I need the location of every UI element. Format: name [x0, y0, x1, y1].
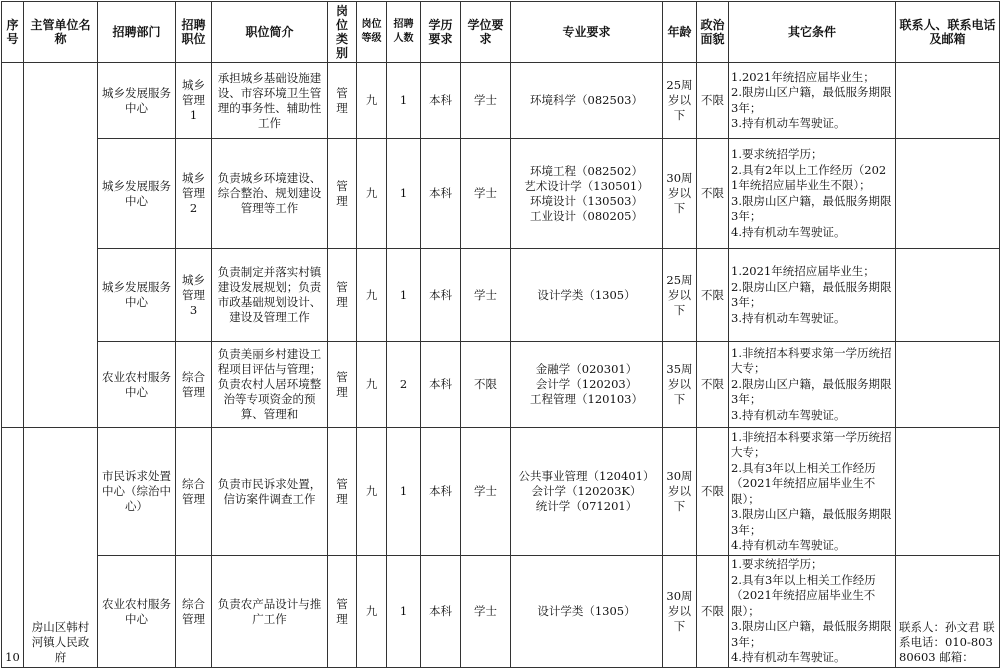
header-political: 政治面貌 — [697, 2, 729, 63]
count-cell: 1 — [387, 139, 421, 249]
table-row — [2, 139, 1000, 249]
contact-cell: 联系人：孙文君 联系电话：010-80380603 邮箱： — [896, 556, 1000, 668]
header-age: 年龄 — [663, 2, 697, 63]
other-cell-line: 1.2021年统招应届毕业生； — [731, 69, 875, 84]
recruit-dept-cell: 农业农村服务中心 — [98, 342, 176, 428]
intro-cell: 负责城乡环境建设、综合整治、规划建设管理等工作 — [212, 139, 328, 249]
other-cell-line: 2.限房山区户籍，最低服务期限3年； — [731, 279, 892, 309]
political-cell: 不限 — [697, 63, 729, 139]
header-degree: 学位要求 — [461, 2, 511, 63]
category-cell: 管理 — [328, 249, 357, 342]
degree-cell: 学士 — [461, 249, 511, 342]
contact-cell-empty — [896, 249, 1000, 342]
category-cell: 管理 — [328, 556, 357, 668]
contact-cell-empty — [896, 428, 1000, 556]
position-cell: 城乡管理3 — [176, 249, 212, 342]
other-cell-line: 3.持有机动车驾驶证。 — [731, 310, 846, 325]
political-cell: 不限 — [697, 342, 729, 428]
grade-cell: 九 — [357, 556, 387, 668]
major-cell-line: 工业设计（080205） — [530, 208, 643, 223]
other-cell-line: 1.要求统招学历； — [731, 147, 823, 161]
other-cell-line: 1.2021年统招应届毕业生； — [731, 264, 875, 278]
other-cell-line: 1.非统招本科要求第一学历统招大专； — [731, 429, 892, 459]
major-cell — [511, 249, 663, 342]
other-cell-line: 1.要求统招学历； — [731, 557, 823, 572]
recruitment-table — [1, 1, 1000, 668]
other-cell-line: 4.持有机动车驾驶证。 — [731, 224, 846, 239]
count-cell: 1 — [387, 249, 421, 342]
major-cell-line: 艺术设计学（130501） — [524, 178, 649, 193]
contact-cell-empty — [896, 342, 1000, 428]
major-cell-line: 环境工程（082502） — [530, 163, 643, 178]
education-cell: 本科 — [421, 342, 461, 428]
political-cell: 不限 — [697, 139, 729, 249]
education-cell: 本科 — [421, 139, 461, 249]
education-cell: 本科 — [421, 556, 461, 668]
major-cell-line: 设计学类（1305） — [537, 287, 636, 302]
major-cell-line: 会计学（120203） — [535, 377, 638, 391]
other-cell-line: 1.非统招本科要求第一学历统招大专； — [731, 345, 892, 376]
political-cell: 不限 — [697, 428, 729, 556]
unit-cell: 房山区韩村河镇人民政府 — [24, 428, 98, 668]
recruit-dept-cell: 农业农村服务中心 — [98, 556, 176, 668]
other-cell — [729, 342, 896, 428]
header-category: 岗位类别 — [328, 2, 357, 63]
table-row — [2, 249, 1000, 342]
other-cell — [729, 63, 896, 139]
header-seq: 序号 — [2, 2, 24, 63]
other-cell — [729, 556, 896, 668]
major-cell — [511, 428, 663, 556]
other-cell — [729, 139, 896, 249]
grade-cell: 九 — [357, 63, 387, 139]
major-cell-line: 统计学（071201） — [535, 499, 638, 513]
degree-cell: 学士 — [461, 428, 511, 556]
position-cell: 城乡管理2 — [176, 139, 212, 249]
table-row — [2, 63, 1000, 139]
age-cell: 30周岁以下 — [663, 556, 697, 668]
age-cell: 25周岁以下 — [663, 63, 697, 139]
political-cell: 不限 — [697, 556, 729, 668]
contact-cell-empty — [896, 63, 1000, 139]
header-other: 其它条件 — [729, 2, 896, 63]
recruit-dept-cell: 城乡发展服务中心 — [98, 139, 176, 249]
major-cell-line: 环境设计（130503） — [530, 193, 643, 208]
grade-cell: 九 — [357, 249, 387, 342]
table-row — [2, 556, 1000, 668]
header-major: 专业要求 — [511, 2, 663, 63]
education-cell: 本科 — [421, 63, 461, 139]
recruit-dept-cell: 城乡发展服务中心 — [98, 249, 176, 342]
contact-cell-empty — [896, 139, 1000, 249]
other-cell — [729, 428, 896, 556]
header-intro: 职位简介 — [212, 2, 328, 63]
other-cell-line: 2.限房山区户籍，最低服务期限3年； — [731, 85, 892, 115]
major-cell — [511, 139, 663, 249]
other-cell-line: 2.具有3年以上相关工作经历（2021年统招应届毕业生不限）； — [731, 572, 876, 618]
education-cell: 本科 — [421, 249, 461, 342]
grade-cell: 九 — [357, 342, 387, 428]
recruit-dept-cell: 市民诉求处置中心（综治中心） — [98, 428, 176, 556]
header-row — [2, 2, 1000, 63]
header-contact: 联系人、联系电话及邮箱 — [896, 2, 1000, 63]
other-cell-line: 4.持有机动车驾驶证。 — [731, 650, 846, 665]
grade-cell: 九 — [357, 139, 387, 249]
intro-cell: 承担城乡基础设施建设、市容环境卫生管理的事务性、辅助性工作 — [212, 63, 328, 139]
category-cell: 管理 — [328, 139, 357, 249]
major-cell — [511, 556, 663, 668]
header-education: 学历要求 — [421, 2, 461, 63]
other-cell-line: 3.限房山区户籍，最低服务期限3年； — [731, 507, 892, 537]
degree-cell: 不限 — [461, 342, 511, 428]
seq-cell-prev — [2, 63, 24, 428]
count-cell: 2 — [387, 342, 421, 428]
education-cell: 本科 — [421, 428, 461, 556]
header-dept-unit: 主管单位名称 — [24, 2, 98, 63]
intro-cell: 负责制定并落实村镇建设发展规划；负责市政基础规划设计、建设及管理工作 — [212, 249, 328, 342]
header-grade: 岗位等级 — [357, 2, 387, 63]
intro-cell: 负责美丽乡村建设工程项目评估与管理；负责农村人居环境整治等专项资金的预算、管理和 — [212, 342, 328, 428]
other-cell-line: 3.持有机动车驾驶证。 — [731, 407, 846, 422]
other-cell-line: 2.具有3年以上相关工作经历（2021年统招应届毕业生不限）； — [731, 460, 876, 506]
other-cell-line: 3.限房山区户籍，最低服务期限3年； — [731, 619, 892, 649]
header-position: 招聘职位 — [176, 2, 212, 63]
other-cell-line: 3.限房山区户籍，最低服务期限3年； — [731, 193, 892, 223]
header-recruit-dept: 招聘部门 — [98, 2, 176, 63]
major-cell-line: 金融学（020301） — [535, 362, 638, 376]
position-cell: 综合管理 — [176, 342, 212, 428]
other-cell-line: 2.限房山区户籍，最低服务期限3年； — [731, 376, 892, 407]
position-cell: 综合管理 — [176, 428, 212, 556]
major-cell-line: 公共事业管理（120401） — [518, 469, 655, 483]
other-cell-line: 4.持有机动车驾驶证。 — [731, 538, 846, 552]
category-cell: 管理 — [328, 342, 357, 428]
grade-cell: 九 — [357, 428, 387, 556]
age-cell: 35周岁以下 — [663, 342, 697, 428]
table-row — [2, 428, 1000, 556]
degree-cell: 学士 — [461, 139, 511, 249]
other-cell — [729, 249, 896, 342]
other-cell-line: 3.持有机动车驾驶证。 — [731, 116, 846, 130]
major-cell-line: 工程管理（120103） — [530, 392, 643, 406]
position-cell: 综合管理 — [176, 556, 212, 668]
major-cell-line: 环境科学（082503） — [530, 93, 643, 107]
header-count: 招聘人数 — [387, 2, 421, 63]
count-cell: 1 — [387, 63, 421, 139]
category-cell: 管理 — [328, 63, 357, 139]
intro-cell: 负责农产品设计与推广工作 — [212, 556, 328, 668]
category-cell: 管理 — [328, 428, 357, 556]
intro-cell: 负责市民诉求处置，信访案件调查工作 — [212, 428, 328, 556]
table-row — [2, 342, 1000, 428]
age-cell: 25周岁以下 — [663, 249, 697, 342]
other-cell-line: 2.具有2年以上工作经历（2021年统招应届毕业生不限）； — [731, 162, 887, 192]
age-cell: 30周岁以下 — [663, 139, 697, 249]
degree-cell: 学士 — [461, 556, 511, 668]
recruit-dept-cell: 城乡发展服务中心 — [98, 63, 176, 139]
degree-cell: 学士 — [461, 63, 511, 139]
count-cell: 1 — [387, 556, 421, 668]
major-cell — [511, 63, 663, 139]
seq-cell: 10 — [2, 428, 24, 668]
major-cell-line: 会计学（120203K） — [531, 484, 642, 498]
count-cell: 1 — [387, 428, 421, 556]
political-cell: 不限 — [697, 249, 729, 342]
age-cell: 30周岁以下 — [663, 428, 697, 556]
position-cell: 城乡管理1 — [176, 63, 212, 139]
table-body — [2, 63, 1000, 668]
major-cell — [511, 342, 663, 428]
major-cell-line: 设计学类（1305） — [537, 604, 636, 618]
unit-cell-prev — [24, 63, 98, 428]
